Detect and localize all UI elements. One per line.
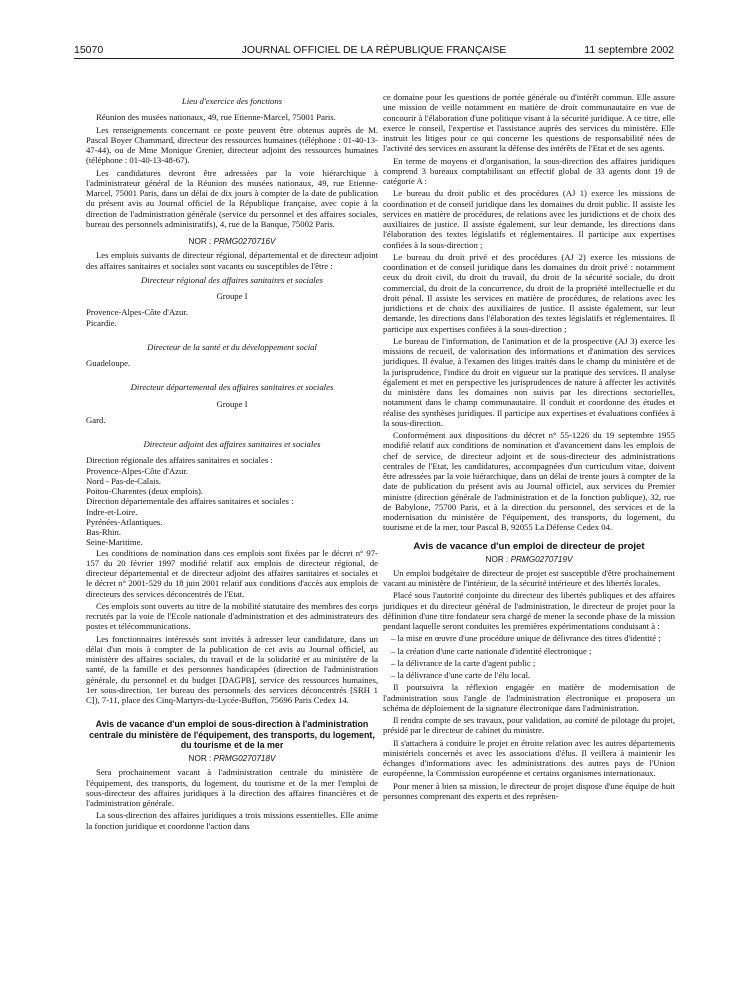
nor-code: PRMG0270718V [213, 754, 276, 764]
list-item: Indre-et-Loire. [86, 506, 138, 517]
paragraph: Placé sous l'autorité conjointe du directeur des libertés publiques et des affaires juridiques et du directeur général de l'administration, le directeur de projet pour la définition d'une titre fondateur sera chargé de mener la seconde phase de la mission pendant laquelle seront conduites les premières expérimentations conduisant à : [383, 590, 675, 631]
paragraph: Il poursuivra la réflexion engagée en matière de modernisation de l'administration sous l'angle de l'administration électronique et proposera un schéma de déploiement de la signature électronique dans l'administration. [383, 682, 675, 713]
region-item: Provence-Alpes-Côte d'Azur. [86, 307, 188, 318]
dash-item: – la création d'une carte nationale d'identité électronique ; [391, 645, 592, 656]
dash-item: – la mise en œuvre d'une procédure unique de délivrance des titres d'identité ; [391, 633, 661, 644]
paragraph: Sera prochainement vacant à l'administration centrale du ministère de l'équipement, des transports, du logement, du tourisme et de la mer l'emploi de sous-directeur des affaires juridiques à la direction des affaires financières et de l'administration générale. [86, 767, 378, 809]
nor-label: NOR : [485, 554, 509, 564]
paragraph: La sous-direction des affaires juridiques a trois missions essentielles. Elle anime la fonction juridique et coordonne l'action dans [86, 810, 378, 831]
group-label: Groupe I [216, 398, 248, 409]
list-item: Bas-Rhin. [86, 527, 121, 537]
paragraph: Conformément aux dispositions du décret n° 55-1226 du 19 septembre 1955 modifié relatif aux conditions de nomination et d'avancement dans les emplois de chef de service, de directeur adjoint et de sous-directeur des administrations centrales de l'Etat, les candidatures, accompagnées d'un curriculum vitae, doivent être adressées par la voie hiérarchique, dans un délai de trente jours à compter de la date de publication du présent avis au Journal officiel, aux services du Premier ministre (direction générale de l'administration et de la fonction publique), 32, rue de Babylone, 75700 Paris, et à la direction du personnel, des services et de la modernisation du ministère de l'équipement, des transports, du logement, du tourisme et de la mer, tour Pascal B, 92055 La Défense Cedex 04. [383, 430, 675, 533]
paragraph: En terme de moyens et d'organisation, la sous-direction des affaires juridiques comprend 3 bureaux comptabilisant un effectif global de 33 agents dont 19 de catégorie A : [383, 155, 675, 186]
group-label: Groupe I [216, 291, 248, 301]
list-item: Pyrénées-Atlantiques. [86, 516, 163, 527]
paragraph: Les candidatures devront être adressées par la voie hiérarchique à l'administrateur général de la Réunion des musées nationaux, 49, rue Etienne-Marcel, 75001 Paris, dans un délai de dix jours à compter de la date de publication du présent avis au Journal officiel de la République française, avec copie à la direction de l'administration générale (service du personnel et des affaires sociales, bureau des personnels administratifs), 4, rue de la Banque, 75002 Paris. [86, 167, 378, 229]
list-item: Direction départementale des affaires sanitaires et sociales : [86, 496, 294, 507]
paragraph: Les fonctionnaires intéressés sont invités à adresser leur candidature, dans un délai d'un mois à compter de la publication de cet avis au Journal officiel, au ministère des affaires sociales, du travail et de la solidarité et au ministère de la santé, de la famille et des personnes handicapées (direction de l'administration générale, du personnel et du budget [DAGPB], service des ressources humaines, 1er sous-direction, 1er bureau des personnels des services déconcentrés [SRH 1 C]), 7-11, place des Cinq-Martyrs-du-Lycée-Buffon, 75696 Paris Cedex 14. [86, 633, 378, 705]
region-item: Picardie. [86, 317, 117, 328]
nor-code: PRMG0270719V [510, 554, 573, 564]
paragraph: Les emplois suivants de directeur régional, départemental et de directeur adjoint des affaires sanitaires et sociales sont vacants ou susceptibles de l'être : [86, 250, 378, 271]
heading-directeur-adjoint: Directeur adjoint des affaires sanitaires et sociales [143, 439, 321, 449]
section-title: Avis de vacance d'un emploi de directeur de projet [413, 540, 645, 552]
journal-title: JOURNAL OFFICIEL DE LA RÉPUBLIQUE FRANÇAISE [241, 44, 507, 56]
nor-reference [383, 555, 675, 565]
right-column [383, 92, 675, 803]
paragraph: Les renseignements concernant ce poste peuvent être obtenus auprès de M. Pascal Boyer Chammard, directeur des ressources humaines (téléphone : 01-40-13-47-44), ou de Mme Monique Grenier, directeur adjoint des ressources humaines (téléphone : 01-40-13-48-67). [86, 124, 378, 166]
list-item: Poitou-Charentes (deux emplois). [86, 486, 204, 496]
left-column [86, 92, 378, 833]
nor-label: NOR : [188, 237, 212, 246]
nor-reference [86, 754, 378, 764]
paragraph: Le bureau de l'information, de l'animation et de la prospective (AJ 3) exerce les missions de recueil, de valorisation des informations et d'animation des services juridiques. Il évalue, à l'examen des litiges traités dans le champ du ministère et de la jurisprudence, l'indice du droit en vigueur sur la pratique des services. Il analyse également et met en perspective les jurisprudences de nature à affecter les activités du ministère dans les domaines non suivis par les directions sectorielles, notamment dans le champ communautaire. Il conduit et coordonne des études et réalise des synthèses juridiques. Il participe aux expertises et évaluations confiées à la sous-direction. [383, 335, 675, 428]
list-item: Nord - Pas-de-Calais. [86, 475, 162, 486]
header-rule [74, 58, 674, 59]
heading-directeur-sante: Directeur de la santé et du développement social [147, 341, 317, 352]
section-title: Avis de vacance d'un emploi de sous-direction à l'administration centrale du ministère de l'équipement, des transports, du logement, du tourisme et de la mer [89, 719, 375, 750]
page-header [0, 0, 748, 64]
dash-item: – la délivrance de la carte d'agent public ; [391, 657, 536, 668]
region-item: Gard. [86, 414, 106, 425]
paragraph: Les conditions de nomination dans ces emplois sont fixées par le décret n° 97-157 du 20 février 1997 modifié relatif aux emplois de directeur régional, de directeur départemental et de directeur adjoint des affaires sanitaires et sociales et le décret n° 2001-529 du 18 juin 2001 relatif aux conditions d'accès aux emplois de directeurs des services déconcentrés de l'Etat. [86, 547, 378, 599]
paragraph: Réunion des musées nationaux, 49, rue Etienne-Marcel, 75001 Paris. [96, 112, 336, 123]
paragraph: Il s'attachera à conduire le projet en étroite relation avec les autres départements ministériels concernés et avec les associations d'élus. Il veillera à maintenir les échanges d'informations avec les administrations des autres pays de l'Union européenne, la Commission européenne et certains organismes internationaux. [383, 737, 675, 779]
nor-label: NOR : [188, 754, 212, 764]
dash-item: – la délivrance d'une carte de l'élu local. [391, 670, 531, 680]
paragraph: Un emploi budgétaire de directeur de projet est susceptible d'être prochainement vacant au ministère de l'intérieur, de la sécurité intérieure et des libertés locales. [383, 567, 675, 588]
region-item: Guadeloupe. [86, 358, 131, 368]
paragraph: Ces emplois sont ouverts au titre de la mobilité statutaire des membres des corps recrutés par la voie de l'Ecole nationale d'administration et des administrateurs des postes et télécommunications. [86, 600, 378, 632]
nor-reference [86, 237, 378, 247]
paragraph: Le bureau du droit public et des procédures (AJ 1) exerce les missions de coordination et de conseil juridique dans les domaines du droit public. Il assiste les services en matière de procédures, de relations avec les juridictions et de choix des auxiliaires de justice. Il assiste également, sur leur demande, les directions dans l'élaboration des textes législatifs et réglementaires. Il participe aux expertises confiées à la sous-direction ; [383, 188, 675, 250]
paragraph: Il rendra compte de ses travaux, pour validation, au comité de pilotage du projet, présidé par le directeur de cabinet du ministre. [383, 715, 675, 736]
nor-code: PRMG0270716V [213, 237, 276, 246]
page-number: 15070 [74, 44, 104, 56]
paragraph: Le bureau du droit privé et des procédures (AJ 2) exerce les missions de coordination et de conseil juridique dans les domaines du droit privé : notamment ceux du droit civil, du droit du travail, du droit de la sécurité sociale, du droit commercial, du droit de la concurrence, du droit de la propriété intellectuelle et du droit pénal. Il assiste les services en matière de procédures, de relations avec les juridictions et de choix des auxiliaires de justice. Il assiste également, sur leur demande, les directions dans l'élaboration des textes législatifs et réglementaires. Il participe aux expertises confiées à la sous-direction ; [383, 251, 675, 334]
publication-date: 11 septembre 2002 [584, 44, 674, 56]
lieu-heading: Lieu d'exercice des fonctions [181, 96, 283, 106]
paragraph: Pour mener à bien sa mission, le directeur de projet dispose d'une équipe de huit personnes comprenant des experts et des représen- [383, 780, 675, 801]
heading-directeur-departemental: Directeur départemental des affaires sanitaires et sociales [130, 382, 334, 393]
list-item: Direction régionale des affaires sanitaires et sociales : [86, 455, 273, 466]
list-item: Seine-Maritime. [86, 537, 143, 548]
paragraph: ce domaine pour les questions de portée générale ou d'intérêt commun. Elle assure une mission de veille notamment en matière de droit communautaire en vue de concourir à l'élaboration d'une politique visant à la sécurité juridique. A ce titre, elle exerce le conseil, l'expertise et l'assistance auprès des services du ministère. Elle instruit les litiges pour ce qui concerne les questions de responsabilité nées de l'activité des services en assurant la défense des intérêts de l'Etat et de ses agents. [383, 92, 675, 154]
heading-directeur-regional: Directeur régional des affaires sanitaires et sociales [141, 274, 323, 285]
list-item: Provence-Alpes-Côte d'Azur. [86, 465, 188, 476]
